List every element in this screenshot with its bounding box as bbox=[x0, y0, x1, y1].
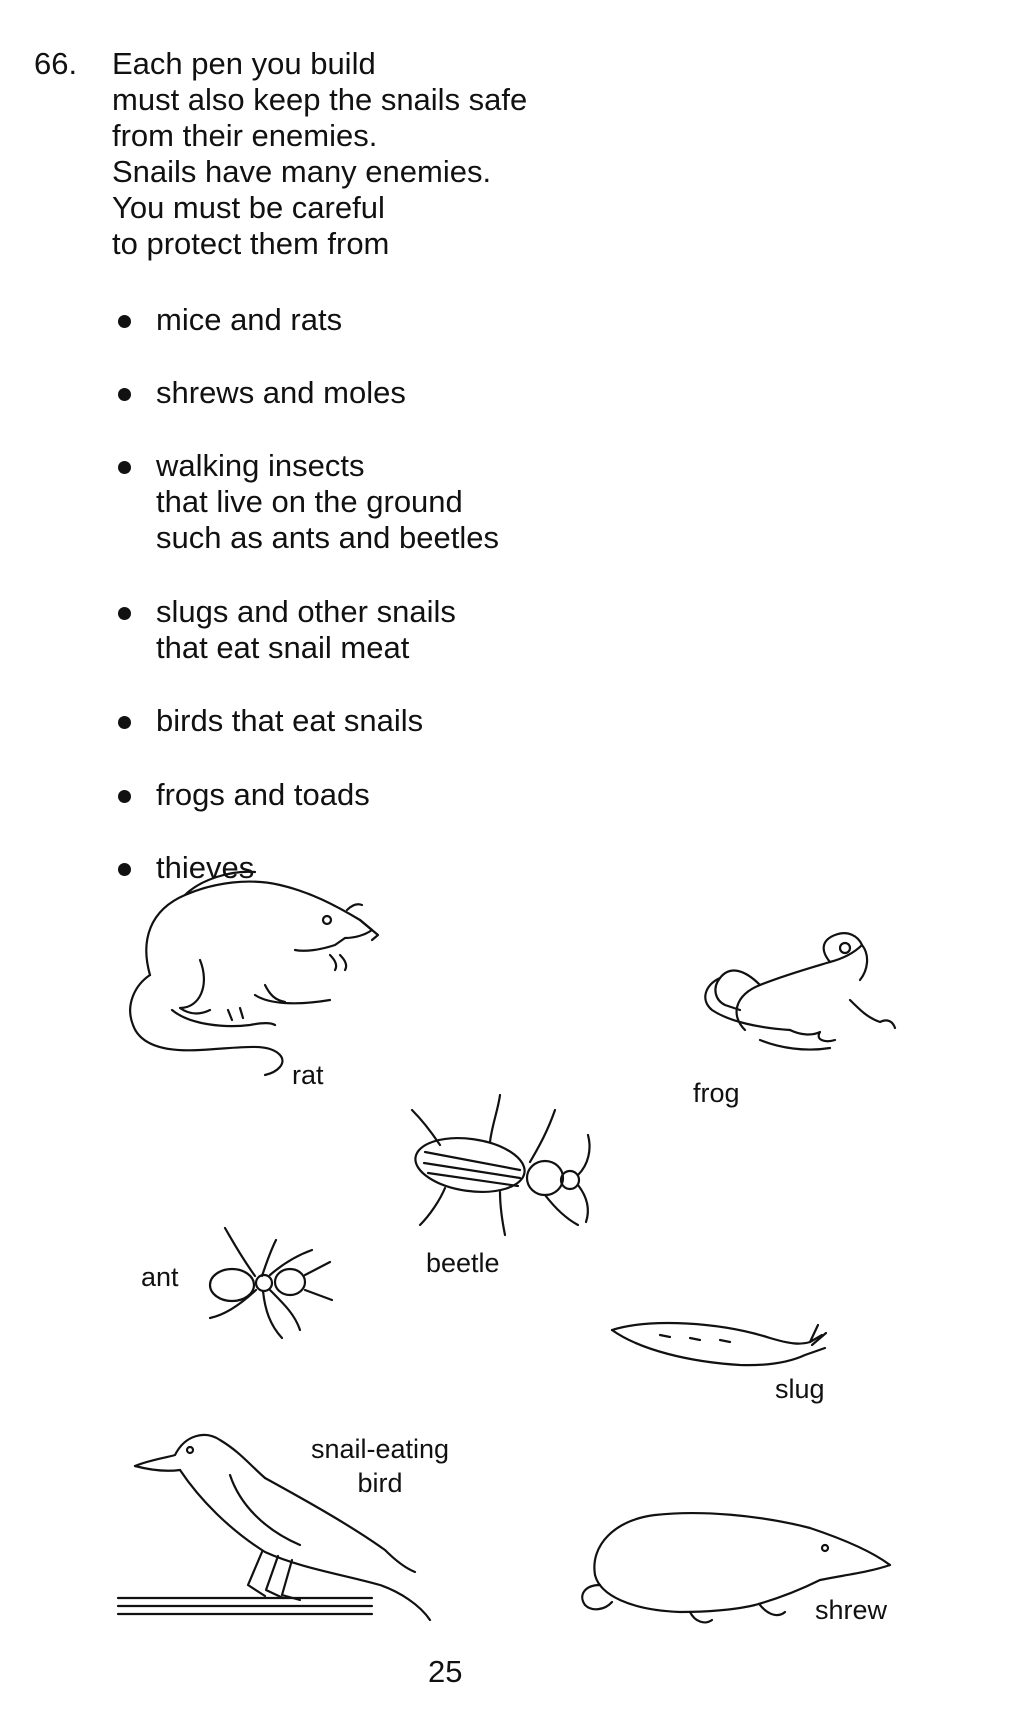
page-number: 25 bbox=[428, 1654, 463, 1689]
rat-illustration bbox=[130, 872, 378, 1075]
bird-label-line: snail-eating bbox=[310, 1434, 450, 1464]
intro-line: must also keep the snails safe bbox=[112, 82, 528, 117]
shrew-label: shrew bbox=[815, 1595, 888, 1625]
ant-label: ant bbox=[141, 1262, 179, 1292]
ant-illustration bbox=[210, 1228, 332, 1338]
list-item-text: birds that eat snails bbox=[156, 703, 424, 738]
list-item-text: frogs and toads bbox=[156, 777, 370, 812]
list-item-text: that eat snail meat bbox=[156, 630, 410, 665]
beetle-illustration bbox=[412, 1095, 590, 1235]
list-item-text: shrews and moles bbox=[156, 375, 406, 410]
intro-line: to protect them from bbox=[112, 226, 390, 261]
frog-label: frog bbox=[693, 1078, 740, 1108]
beetle-label: beetle bbox=[426, 1248, 500, 1278]
bird-label bbox=[300, 1432, 460, 1500]
list-item-text: that live on the ground bbox=[156, 484, 463, 519]
intro-line: Snails have many enemies. bbox=[112, 154, 492, 189]
slug-illustration bbox=[612, 1323, 826, 1365]
intro-line: from their enemies. bbox=[112, 118, 378, 153]
slug-label: slug bbox=[775, 1374, 825, 1404]
list-item-text: slugs and other snails bbox=[156, 594, 456, 629]
intro-line: Each pen you build bbox=[112, 46, 376, 81]
list-item-text: thieves bbox=[156, 850, 255, 885]
intro-line: You must be careful bbox=[112, 190, 385, 225]
rat-label: rat bbox=[292, 1060, 324, 1090]
list-item-text: mice and rats bbox=[156, 302, 343, 337]
list-item-text: such as ants and beetles bbox=[156, 520, 499, 555]
frog-illustration bbox=[705, 933, 895, 1049]
list-item-text: walking insects bbox=[156, 448, 365, 483]
item-number: 66. bbox=[34, 46, 78, 81]
bird-label-line: bird bbox=[357, 1468, 403, 1498]
